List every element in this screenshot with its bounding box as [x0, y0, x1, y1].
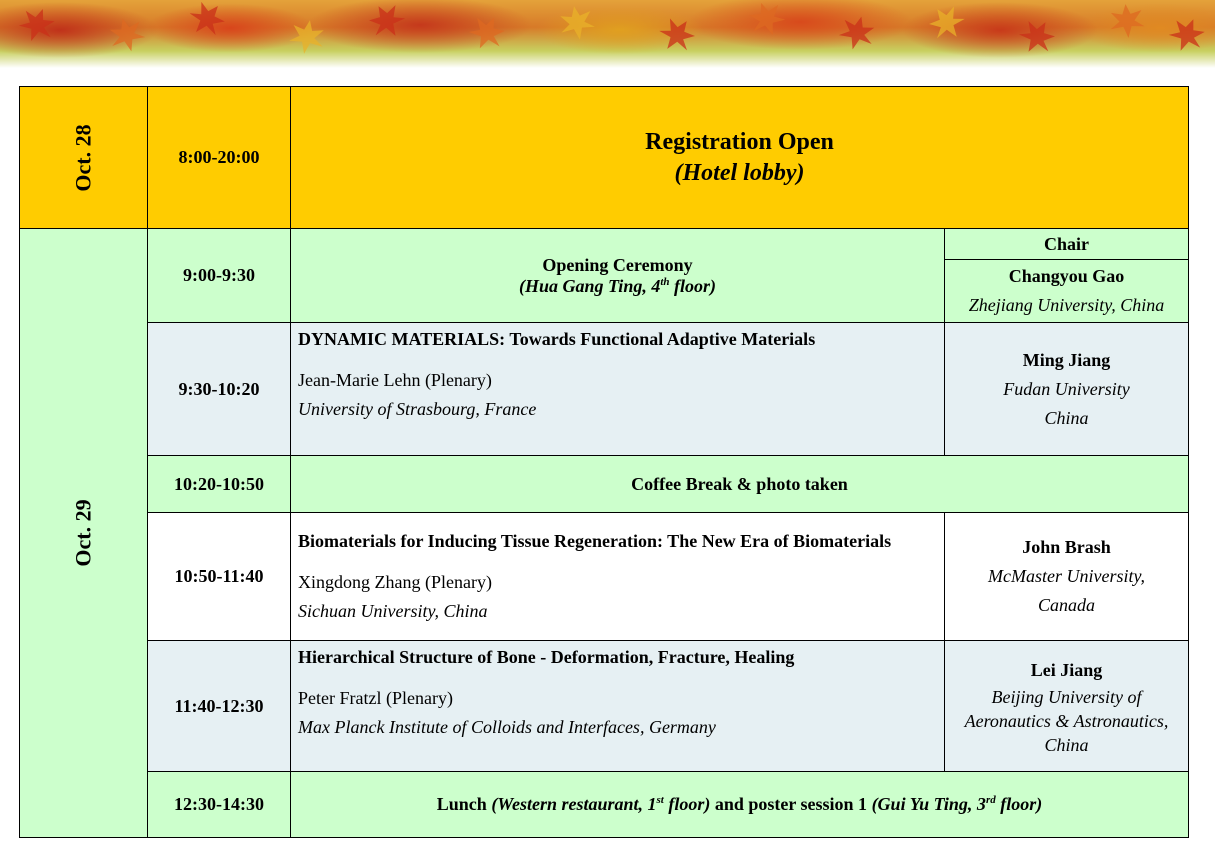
chair-affiliation: Aeronautics & Astronautics,: [964, 710, 1169, 731]
maple-leaf-banner: [0, 0, 1215, 68]
talk-cell: [291, 641, 945, 772]
location-text: (Hua Gang Ting, 4: [518, 275, 661, 296]
maple-leaf-decoration: [836, 12, 878, 54]
chair-cell: [945, 323, 1189, 456]
speaker-affiliation: Sichuan University, China: [298, 601, 488, 621]
chair-header: Chair: [945, 229, 1189, 260]
maple-leaf-decoration: [364, 0, 410, 44]
table-row: [20, 772, 1189, 838]
table-row: [20, 513, 1189, 641]
maple-leaf-decoration: [1109, 3, 1146, 40]
time-cell: 9:30-10:20: [148, 323, 291, 456]
speaker-name: Jean-Marie Lehn (Plenary): [298, 370, 492, 390]
speaker-name: Peter Fratzl (Plenary): [298, 688, 453, 708]
chair-cell: [945, 513, 1189, 641]
chair-name: Ming Jiang: [1022, 349, 1111, 370]
conference-schedule-table: [19, 86, 1189, 838]
time-cell: 12:30-14:30: [148, 772, 291, 838]
maple-leaf-decoration: [653, 11, 700, 58]
lunch-cell: [291, 772, 1189, 838]
time-cell: 9:00-9:30: [148, 229, 291, 323]
maple-leaf-decoration: [1165, 13, 1209, 57]
speaker-affiliation: University of Strasbourg, France: [298, 399, 537, 419]
date-label: Oct. 28: [70, 123, 96, 192]
coffee-break-cell: Coffee Break & photo taken: [291, 456, 1189, 513]
talk-cell: [291, 323, 945, 456]
lunch-location: floor): [663, 794, 711, 814]
chair-name: John Brash: [1022, 537, 1111, 557]
ordinal-suffix: rd: [985, 794, 996, 806]
chair-affiliation: China: [1044, 407, 1089, 428]
registration-location: (Hotel lobby): [674, 159, 805, 186]
time-cell: 11:40-12:30: [148, 641, 291, 772]
speaker-affiliation: Max Planck Institute of Colloids and Interfaces, Germany: [298, 717, 716, 737]
chair-cell: [945, 260, 1189, 323]
talk-title: Hierarchical Structure of Bone - Deformation, Fracture, Healing: [298, 647, 795, 667]
talk-cell: [291, 513, 945, 641]
registration-title: Registration Open: [645, 128, 834, 155]
table-row: [20, 641, 1189, 772]
maple-leaf-decoration: [106, 14, 148, 56]
maple-leaf-decoration: [287, 17, 326, 56]
ordinal-suffix: st: [656, 794, 664, 806]
date-label: Oct. 29: [70, 499, 96, 567]
maple-leaf-decoration: [1014, 14, 1060, 60]
chair-name: Changyou Gao: [1008, 266, 1125, 286]
chair-affiliation: McMaster University,: [988, 566, 1145, 586]
chair-cell: [945, 641, 1189, 772]
chair-affiliation: China: [1044, 734, 1089, 755]
opening-ceremony-location: [298, 276, 937, 297]
talk-title: DYNAMIC MATERIALS: Towards Functional Adaptive Materials: [298, 329, 816, 349]
chair-affiliation: Canada: [1038, 595, 1096, 615]
poster-location: (Gui Yu Ting, 3: [871, 794, 986, 814]
date-cell-oct29: [20, 229, 148, 838]
chair-name: Lei Jiang: [1030, 659, 1103, 680]
registration-cell: [291, 87, 1189, 229]
opening-ceremony-cell: [291, 229, 945, 323]
talk-title: Biomaterials for Inducing Tissue Regeneration: The New Era of Biomaterials: [298, 531, 892, 551]
chair-affiliation: Zhejiang University, China: [968, 295, 1165, 315]
speaker-name: Xingdong Zhang (Plenary): [298, 572, 492, 592]
maple-leaf-decoration: [557, 3, 596, 42]
location-text: floor): [669, 275, 717, 296]
opening-ceremony-title: Opening Ceremony: [542, 254, 693, 275]
time-cell: 10:50-11:40: [148, 513, 291, 641]
time-cell: 10:20-10:50: [148, 456, 291, 513]
maple-leaf-decoration: [15, 3, 59, 47]
time-cell: 8:00-20:00: [148, 87, 291, 229]
maple-leaf-decoration: [183, 0, 231, 43]
poster-session-text: and poster session 1: [710, 794, 872, 814]
chair-affiliation: Beijing University of: [991, 686, 1142, 707]
date-cell-oct28: [20, 87, 148, 229]
table-row: [20, 87, 1189, 229]
maple-leaf-decoration: [745, 0, 789, 41]
ordinal-suffix: th: [660, 275, 670, 288]
lunch-text: Lunch: [436, 794, 492, 814]
maple-leaf-decoration: [464, 10, 509, 55]
lunch-location: (Western restaurant, 1: [491, 794, 657, 814]
table-row: [20, 229, 1189, 260]
maple-leaf-decoration: [923, 0, 970, 47]
table-row: [20, 323, 1189, 456]
table-row: [20, 456, 1189, 513]
chair-affiliation: Fudan University: [1003, 378, 1130, 399]
poster-location: floor): [995, 794, 1043, 814]
